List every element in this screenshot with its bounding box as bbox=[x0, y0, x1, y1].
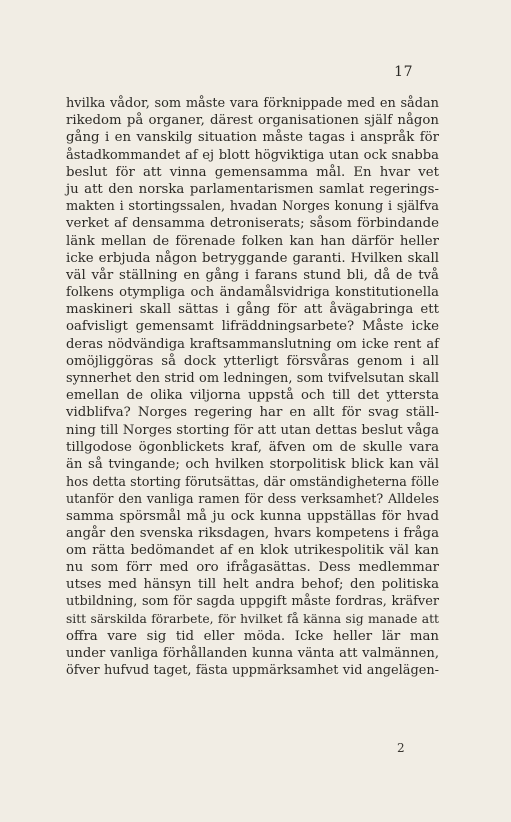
text-line: angår den svenska riksdagen, hvars kompetens i fråga bbox=[66, 525, 439, 541]
text-line: omöjliggöras så dock ytterligt försvåras genom i all bbox=[66, 353, 439, 369]
text-line: emellan de olika viljorna uppstå och till det yttersta bbox=[66, 388, 439, 404]
text-line: gång i en vanskilg situation måste tagas i anspråk för bbox=[66, 130, 439, 146]
text-line: åstadkommandet af ej blott högviktiga utan ock snabba bbox=[66, 147, 439, 163]
text-line: utbildning, som för sagda uppgift måste fordras, kräfver bbox=[66, 594, 439, 610]
text-line: maskineri skall sättas i gång för att åvägabringa ett bbox=[66, 302, 439, 318]
signature-mark: 2 bbox=[397, 741, 405, 755]
text-line: länk mellan de förenade folken kan han därför heller bbox=[66, 233, 439, 249]
page-number: 17 bbox=[394, 64, 413, 80]
text-line: öfver hufvud taget, fästa uppmärksamhet vid angelägen- bbox=[66, 663, 439, 679]
text-line: folkens otympliga och ändamålsvidriga konstitutionella bbox=[66, 285, 439, 301]
text-line: verket af densamma detroniserats; såsom förbindande bbox=[66, 216, 439, 232]
text-line: tillgodose ögonblickets kraf, äfven om de skulle vara bbox=[66, 439, 439, 455]
text-line: synnerhet den strid om ledningen, som tvifvelsutan skall bbox=[66, 371, 439, 386]
text-line: deras nödvändiga kraftsammanslutning om icke rent af bbox=[66, 336, 439, 352]
text-line: väl vår ställning en gång i farans stund bli, då de två bbox=[66, 267, 439, 283]
text-line: hos detta storting förutsättas, där omständigheterna fölle bbox=[66, 474, 439, 490]
text-line: sitt särskilda förarbete, för hvilket få känna sig manade att bbox=[66, 611, 439, 626]
text-line: rikedom på organer, därest organisationen själf någon bbox=[66, 113, 439, 129]
text-line: utses med hänsyn till helt andra behof; den politiska bbox=[66, 577, 439, 593]
text-line: oafvisligt gemensamt lifräddningsarbete? Måste icke bbox=[66, 319, 439, 335]
text-line: makten i stortingssalen, hvadan Norges konung i själfva bbox=[66, 199, 439, 215]
text-line: offra vare sig tid eller möda. Icke heller lär man bbox=[66, 628, 439, 644]
text-line: än så tvingande; och hvilken storpolitisk blick kan väl bbox=[66, 456, 439, 472]
text-line: ning till Norges storting för att utan dettas beslut våga bbox=[66, 422, 439, 438]
text-line: utanför den vanliga ramen för dess verksamhet? Alldeles bbox=[66, 491, 439, 507]
text-line: ju att den norska parlamentarismen samlat regerings- bbox=[66, 181, 439, 197]
text-line: samma spörsmål må ju ock kunna uppställas för hvad bbox=[66, 508, 439, 524]
text-line: beslut för att vinna gemensamma mål. En hvar vet bbox=[66, 164, 439, 180]
text-line: om rätta bedömandet af en klok utrikespolitik väl kan bbox=[66, 542, 439, 558]
text-line: under vanliga förhållanden kunna vänta att valmännen, bbox=[66, 646, 439, 661]
text-line: nu som förr med oro ifrågasättas. Dess medlemmar bbox=[66, 560, 439, 576]
body-text bbox=[66, 95, 439, 679]
text-line: icke erbjuda någon betryggande garanti. Hvilken skall bbox=[66, 250, 439, 266]
text-line: hvilka vådor, som måste vara förknippade med en sådan bbox=[66, 96, 439, 111]
text-line: vidblifva? Norges regering har en allt för svag ställ- bbox=[66, 405, 439, 421]
